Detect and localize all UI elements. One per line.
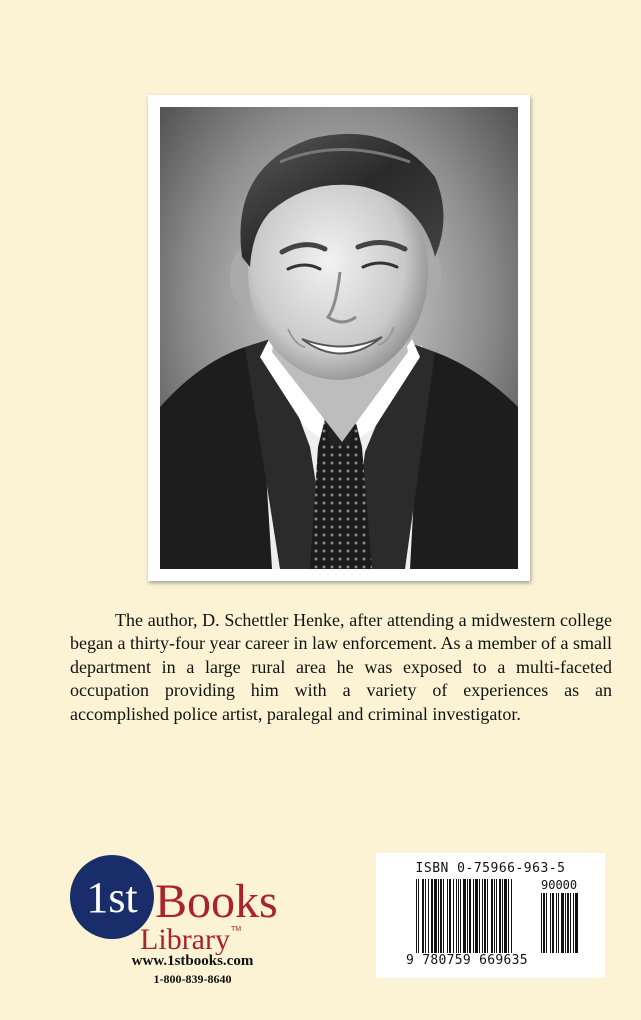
barcode-bar bbox=[556, 893, 557, 953]
barcode-bar bbox=[460, 879, 461, 953]
barcode-bar bbox=[428, 879, 429, 953]
barcode-bar bbox=[484, 879, 486, 953]
barcode-bar bbox=[565, 893, 566, 953]
author-bio: The author, D. Schettler Henke, after attending a midwestern college began a thirty-four year career in law enforcement. As a member of a small department in a large rural area he was exposed to a multi-faceted occupation providing him with a variety of experiences as an accomplished police artist, paralegal and criminal investigator. bbox=[70, 610, 612, 724]
barcode-bar bbox=[453, 879, 454, 953]
barcode-bar bbox=[496, 879, 497, 953]
barcode-bar bbox=[573, 893, 574, 953]
barcode-bar bbox=[552, 893, 554, 953]
barcode-bar bbox=[511, 879, 512, 953]
logo-main: Books bbox=[155, 875, 278, 928]
isbn-label: ISBN 0-75966-963-5 bbox=[415, 861, 566, 876]
publisher-logo bbox=[70, 855, 310, 955]
barcode-bar bbox=[558, 893, 559, 953]
barcode-bar bbox=[456, 879, 457, 953]
logo-sub: Library bbox=[140, 923, 230, 955]
barcode-bar bbox=[416, 879, 417, 953]
barcode-bar bbox=[469, 879, 471, 953]
barcode-bar bbox=[467, 879, 468, 953]
logo-tm: TM bbox=[231, 926, 242, 933]
barcode-bar bbox=[449, 879, 451, 953]
barcode-bar bbox=[447, 879, 448, 953]
barcode-bar bbox=[479, 879, 480, 953]
author-photo-frame bbox=[148, 95, 530, 581]
barcode-bar bbox=[499, 879, 501, 953]
price-code: 90000 bbox=[541, 878, 578, 892]
barcode-addon-bars bbox=[541, 893, 593, 953]
barcode-bar bbox=[440, 879, 442, 953]
barcode-bar bbox=[508, 879, 509, 953]
barcode-bar bbox=[575, 893, 578, 953]
isbn-barcode bbox=[376, 853, 605, 978]
logo-prefix: 1st bbox=[86, 873, 138, 922]
barcode-bar bbox=[491, 879, 493, 953]
barcode-bar bbox=[504, 879, 507, 953]
barcode-bar bbox=[473, 879, 474, 953]
barcode-digits: 9 780759 669635 bbox=[406, 953, 528, 968]
barcode-bar bbox=[482, 879, 483, 953]
barcode-bar bbox=[463, 879, 466, 953]
barcode-bar bbox=[487, 879, 488, 953]
publisher-website: www.1stbooks.com bbox=[131, 953, 254, 969]
barcode-bar bbox=[438, 879, 439, 953]
barcode-bar bbox=[502, 879, 503, 953]
barcode-bar bbox=[418, 879, 419, 953]
publisher-phone: 1-800-839-8640 bbox=[153, 972, 232, 986]
barcode-bar bbox=[494, 879, 495, 953]
barcode-bar bbox=[475, 879, 478, 953]
barcode-bar bbox=[546, 893, 547, 953]
barcode-bar bbox=[570, 893, 571, 953]
barcode-bar bbox=[561, 893, 564, 953]
barcode-bar bbox=[422, 879, 424, 953]
barcode-bar bbox=[541, 893, 542, 953]
author-photo bbox=[160, 107, 518, 569]
barcode-bar bbox=[431, 879, 433, 953]
publisher-block bbox=[70, 855, 310, 1005]
barcode-bar bbox=[567, 893, 569, 953]
barcode-bar bbox=[543, 893, 545, 953]
barcode-bar bbox=[434, 879, 437, 953]
barcode-bar bbox=[458, 879, 459, 953]
barcode-bars bbox=[416, 879, 536, 953]
barcode-bar bbox=[425, 879, 426, 953]
barcode-bar bbox=[443, 879, 444, 953]
barcode-bar bbox=[550, 893, 551, 953]
